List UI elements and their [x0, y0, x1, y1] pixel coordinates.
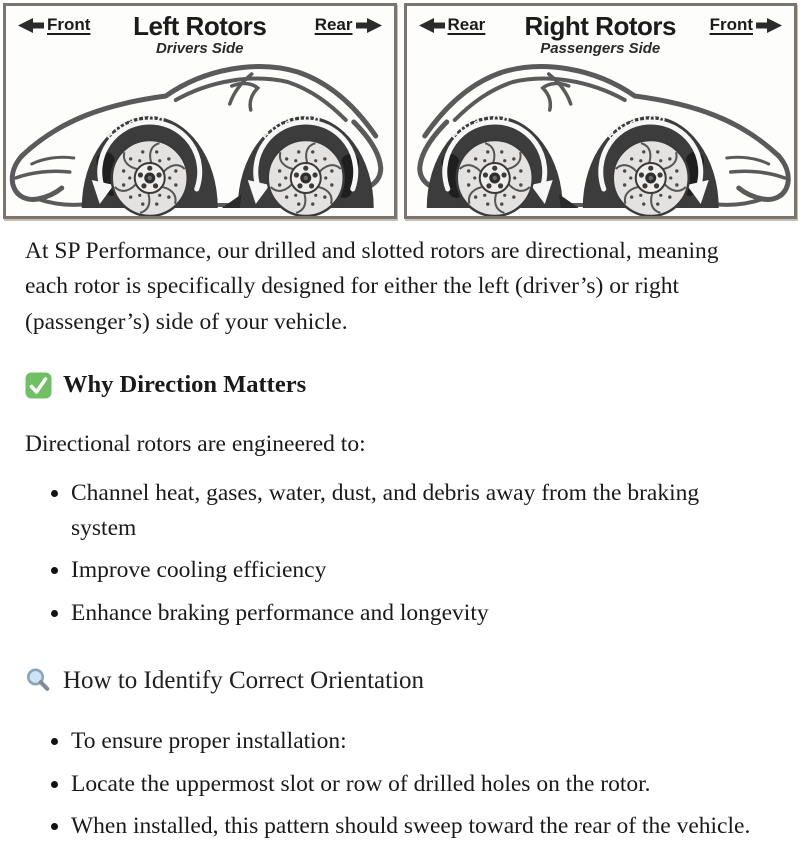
- product-description: [0, 219, 800, 844]
- direction-label: Rear: [314, 15, 353, 34]
- right-rotors-panel: [404, 3, 798, 219]
- left-rotors-panel: [3, 3, 397, 219]
- list-item: • Improve cooling efficiency: [71, 553, 770, 588]
- list-item: • Channel heat, gases, water, dust, and debris away from the braking system: [71, 476, 770, 547]
- panel-title: Left Rotors: [133, 11, 267, 41]
- direction-label: Front: [709, 15, 753, 34]
- section-lead: Directional rotors are engineered to:: [25, 430, 366, 457]
- section-heading-text: How to Identify Correct Orientation: [63, 666, 425, 694]
- arrow-left-icon: [419, 18, 445, 33]
- front-direction-indicator: [710, 15, 782, 35]
- panel-header: [407, 6, 795, 58]
- arrow-right-icon: [356, 18, 382, 33]
- direction-label: Front: [47, 15, 91, 34]
- check-icon: [25, 372, 52, 399]
- list-item: • To ensure proper installation:: [71, 724, 770, 759]
- list-item: • Locate the uppermost slot or row of drilled holes on the rotor.: [71, 767, 770, 802]
- panel-subtitle: Passengers Side: [540, 40, 661, 57]
- arrow-right-icon: [756, 18, 782, 33]
- rotor-direction-diagram: [0, 0, 800, 219]
- rear-direction-indicator: [315, 15, 382, 35]
- list-item: • Enhance braking performance and longevity: [71, 596, 770, 631]
- left-car-illustration: [6, 58, 394, 216]
- intro-paragraph: At SP Performance, our drilled and slotted rotors are directional, meaning each rotor is specifically designed for either the left (driver’s) or right (passenger’s) side of your vehicle.: [25, 238, 719, 335]
- section-heading-why-direction-matters: [25, 367, 770, 404]
- panel-subtitle: Drivers Side: [155, 40, 244, 57]
- installation-list: [25, 724, 770, 844]
- section-heading-identify-orientation: [25, 662, 770, 700]
- direction-label: Rear: [447, 15, 486, 34]
- list-item: • When installed, this pattern should sweep toward the rear of the vehicle.: [71, 809, 770, 844]
- rear-direction-indicator: [419, 15, 486, 35]
- panel-header: [6, 6, 394, 58]
- right-car-illustration: [407, 58, 795, 216]
- arrow-left-icon: [18, 18, 44, 33]
- panel-title: Right Rotors: [524, 11, 676, 41]
- magnifier-icon: [25, 667, 52, 694]
- front-direction-indicator: [18, 15, 90, 35]
- benefits-list: [25, 476, 770, 631]
- section-heading-text: Why Direction Matters: [63, 370, 307, 398]
